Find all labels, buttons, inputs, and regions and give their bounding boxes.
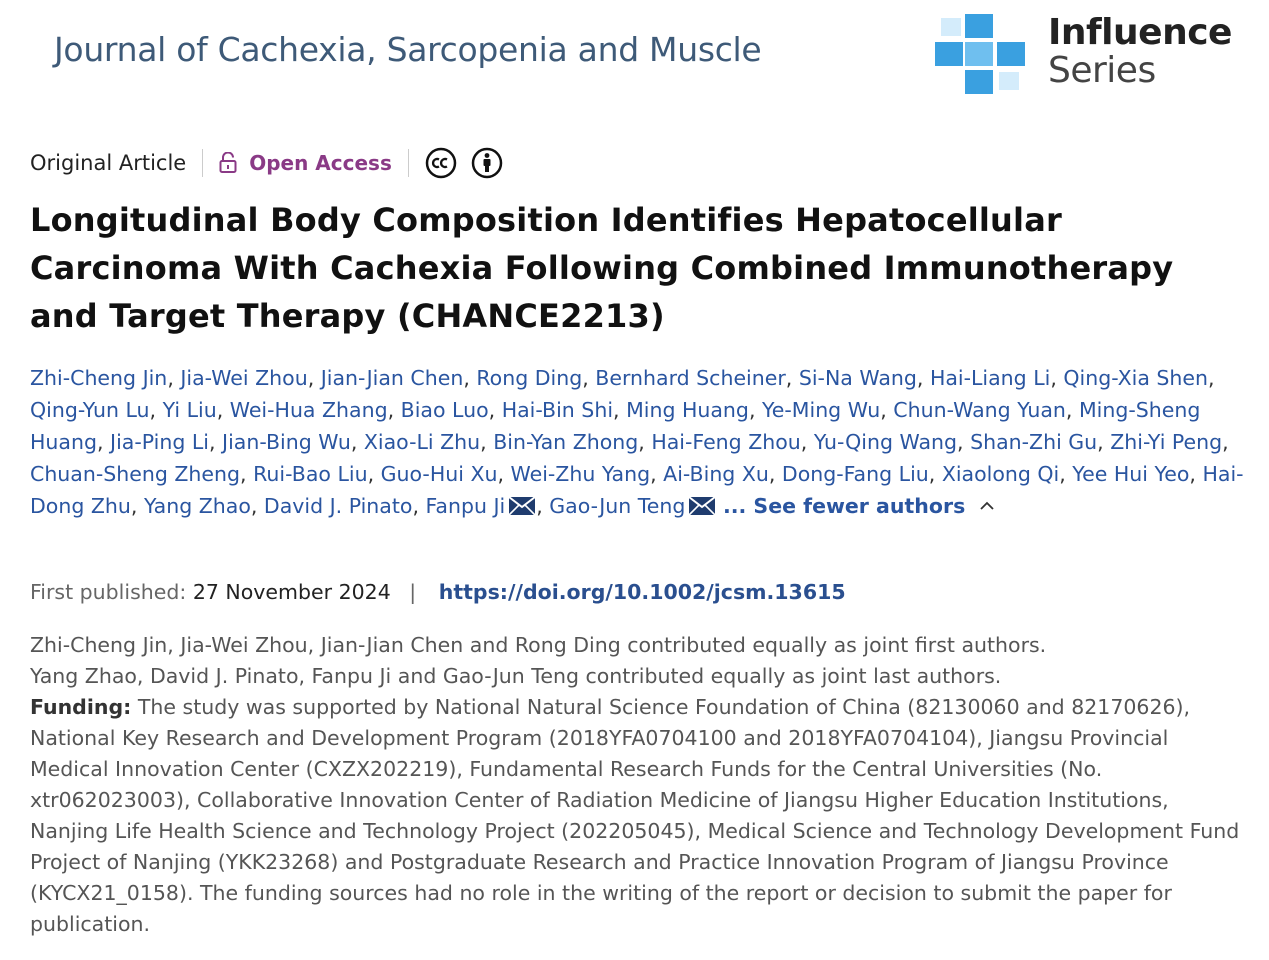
author-link[interactable]: Chuan-Sheng Zheng (30, 462, 241, 486)
open-access-label: Open Access (249, 151, 392, 175)
author-separator: , (1208, 366, 1215, 390)
author-separator: , (1065, 398, 1079, 422)
open-access-badge[interactable] (219, 151, 392, 175)
series-line1: Influence (1048, 12, 1232, 53)
author-separator: , (216, 398, 230, 422)
journal-banner (0, 0, 1269, 110)
author-separator: , (1222, 430, 1229, 454)
author-link[interactable]: Rong Ding (476, 366, 583, 390)
author-separator: , (785, 366, 799, 390)
author-list (30, 362, 1245, 525)
author-separator: , (536, 494, 550, 518)
author-link[interactable]: Ai-Bing Xu (663, 462, 769, 486)
author-link[interactable]: Zhi-Yi Peng (1110, 430, 1223, 454)
funding-text: The study was supported by National Natural Science Foundation of China (82130060 and 82170626), National Key Research and Development Program (2018YFA0704100 and 2018YFA0704104), Jiangsu Provincial Medical Innovation Center (CXZX202219), Fundamental Research Funds for the Central Universities (No. xtr062023003), Collaborative Innovation Center of Radiation Medicine of Jiangsu Higher Education Institutions, Nanjing Life Health Science and Technology Project (202205045), Medical Science and Technology Development Fund Project of Nanjing (YKK23268) and Postgraduate Research and Practice Innovation Program of Jiangsu Province (KYCX21_0158). The funding sources had no role in the writing of the report or decision to submit the paper for publication. (30, 695, 1240, 936)
author-separator: , (497, 462, 511, 486)
joint-first-note: Zhi-Cheng Jin, Jia-Wei Zhou, Jian-Jian Chen and Rong Ding contributed equally as joint first authors. (30, 633, 1047, 657)
author-separator: , (880, 398, 894, 422)
influence-series-logo-icon (935, 14, 1025, 94)
license-icons[interactable] (425, 147, 503, 179)
author-link[interactable]: Xiao-Li Zhu (363, 430, 481, 454)
author-separator: , (1097, 430, 1111, 454)
attribution-icon[interactable] (471, 147, 503, 179)
author-separator: , (800, 430, 814, 454)
author-separator: , (463, 366, 477, 390)
divider (408, 149, 409, 177)
author-link[interactable]: Bernhard Scheiner (595, 366, 786, 390)
author-link[interactable]: Zhi-Cheng Jin (30, 366, 168, 390)
author-link[interactable]: Jian-Jian Chen (320, 366, 464, 390)
author-separator: , (748, 398, 762, 422)
author-link[interactable]: Ye-Ming Wu (762, 398, 881, 422)
author-link[interactable]: Yang Zhao (143, 494, 251, 518)
cc-icon[interactable] (425, 147, 457, 179)
author-link[interactable]: Ming Huang (626, 398, 749, 422)
author-link[interactable]: Rui-Bao Liu (253, 462, 368, 486)
author-link[interactable]: Wei-Hua Zhang (229, 398, 388, 422)
author-link[interactable]: Chun-Wang Yuan (893, 398, 1066, 422)
open-lock-icon (219, 152, 237, 174)
author-link[interactable]: Hai-Liang Li (929, 366, 1051, 390)
envelope-icon[interactable] (508, 493, 536, 525)
author-link[interactable]: Biao Luo (400, 398, 489, 422)
author-separator: , (350, 430, 364, 454)
author-link[interactable]: Yee Hui Yeo (1072, 462, 1190, 486)
author-notes (30, 630, 1245, 940)
author-separator: , (650, 462, 664, 486)
author-separator: , (208, 430, 223, 454)
author-link[interactable]: Hai-Dong Zhu (30, 462, 1244, 518)
author-link[interactable]: Jia-Wei Zhou (180, 366, 308, 390)
author-separator: , (1050, 366, 1064, 390)
influence-series-wordmark (1048, 14, 1232, 90)
author-separator: , (488, 398, 502, 422)
author-link[interactable]: Bin-Yan Zhong (493, 430, 639, 454)
journal-name[interactable]: Journal of Cachexia, Sarcopenia and Muscle (54, 30, 762, 69)
joint-last-note: Yang Zhao, David J. Pinato, Fanpu Ji and Gao-Jun Teng contributed equally as joint last authors. (30, 664, 1002, 688)
author-separator: , (250, 494, 264, 518)
author-separator: , (96, 430, 111, 454)
funding-label: Funding: (30, 695, 132, 719)
author-link[interactable]: Guo-Hui Xu (380, 462, 498, 486)
publication-info (30, 576, 846, 608)
author-separator: , (1059, 462, 1073, 486)
author-link[interactable]: Hai-Bin Shi (501, 398, 614, 422)
author-link[interactable]: Shan-Zhi Gu (970, 430, 1098, 454)
see-fewer-label: ... See fewer authors (722, 494, 966, 518)
author-link[interactable]: Yi Liu (162, 398, 217, 422)
author-separator: , (367, 462, 381, 486)
author-separator: , (768, 462, 782, 486)
author-link[interactable]: Hai-Feng Zhou (651, 430, 801, 454)
funding-note (30, 692, 1245, 940)
author-link[interactable]: David J. Pinato (263, 494, 413, 518)
chevron-up-icon (979, 494, 995, 518)
author-separator: , (928, 462, 942, 486)
author-link[interactable]: Xiaolong Qi (941, 462, 1060, 486)
see-fewer-authors-button[interactable] (723, 494, 995, 518)
author-separator: , (387, 398, 401, 422)
article-meta-row (30, 146, 503, 180)
series-line2: Series (1048, 50, 1156, 91)
author-separator: , (167, 366, 181, 390)
divider (202, 149, 203, 177)
author-separator: , (480, 430, 494, 454)
author-separator: , (130, 494, 144, 518)
author-link[interactable]: Fanpu Ji (425, 494, 506, 518)
author-link[interactable]: Si-Na Wang (798, 366, 917, 390)
author-link[interactable]: Wei-Zhu Yang (510, 462, 651, 486)
doi-link[interactable]: https://doi.org/10.1002/jcsm.13615 (438, 580, 846, 604)
publication-date: 27 November 2024 (192, 580, 391, 604)
author-separator: , (307, 366, 321, 390)
author-link[interactable]: Qing-Yun Lu (30, 398, 150, 422)
author-link[interactable]: Dong-Fang Liu (781, 462, 929, 486)
author-separator: , (957, 430, 971, 454)
author-separator: , (1189, 462, 1203, 486)
first-published-label: First published: (30, 580, 187, 604)
article-type: Original Article (30, 151, 187, 175)
article-title: Longitudinal Body Composition Identifies Hepatocellular Carcinoma With Cachexia Following Combined Immunotherapy and Target Therapy (CHANCE2213) (30, 201, 1174, 335)
author-link[interactable]: Jia-Ping Li (110, 430, 209, 454)
author-separator: , (613, 398, 627, 422)
envelope-icon[interactable] (688, 493, 716, 525)
author-link[interactable]: Jian-Bing Wu (222, 430, 351, 454)
author-link[interactable]: Gao-Jun Teng (549, 494, 686, 518)
author-link[interactable]: Qing-Xia Shen (1063, 366, 1209, 390)
author-separator: , (240, 462, 254, 486)
separator: | (409, 580, 417, 604)
author-link[interactable]: Yu-Qing Wang (813, 430, 958, 454)
author-separator: , (582, 366, 596, 390)
author-link[interactable]: Ming-Sheng Huang (30, 398, 1201, 454)
author-separator: , (149, 398, 163, 422)
author-separator: , (638, 430, 652, 454)
author-separator: , (916, 366, 930, 390)
author-separator: , (412, 494, 426, 518)
